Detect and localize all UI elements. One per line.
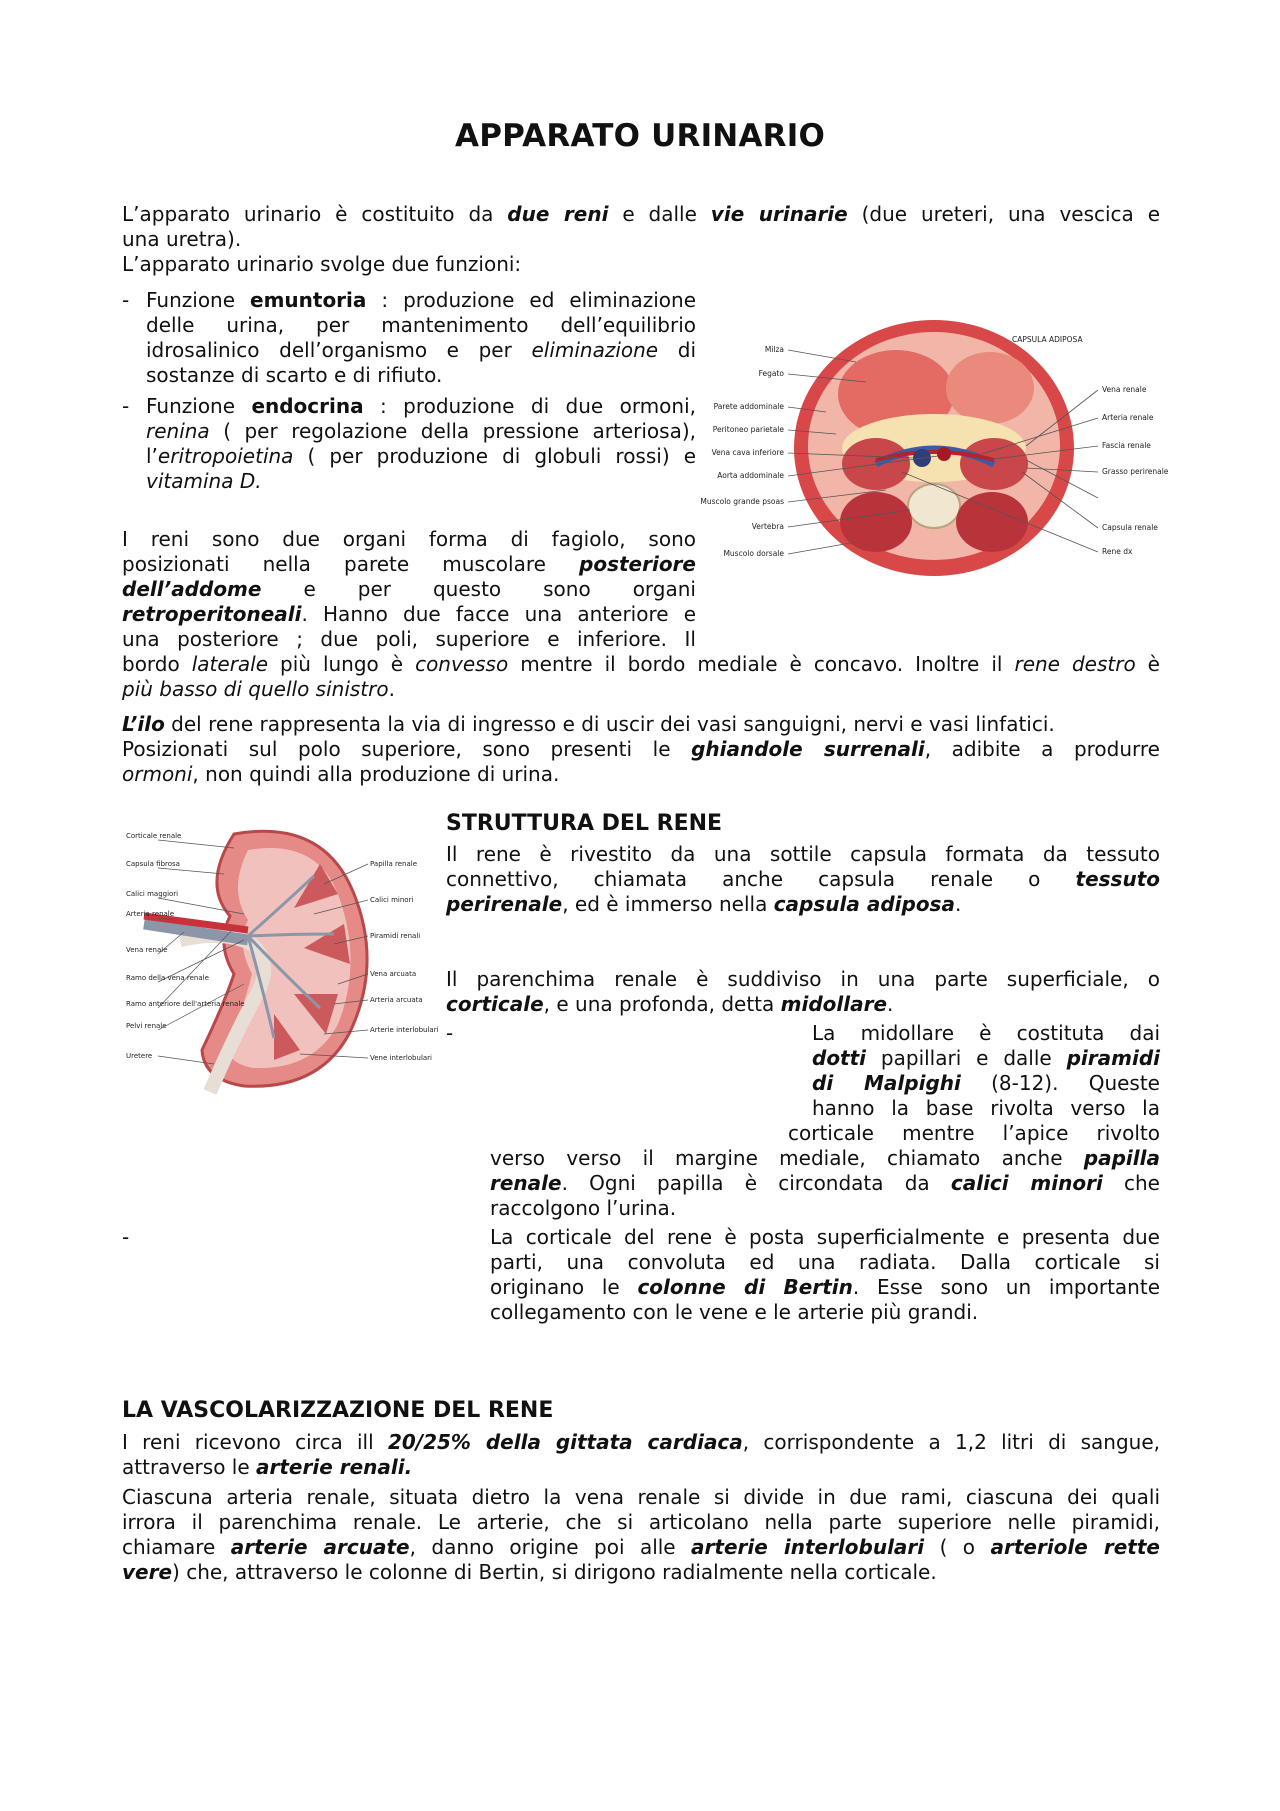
label-corticale-renale: Corticale renale: [126, 832, 182, 840]
label-arteria-renale: Arteria renale: [126, 910, 175, 918]
abdominal-cross-section-figure: [700, 322, 1169, 608]
label-arterie-interlobulari: Arterie interlobulari: [370, 1026, 439, 1034]
function-emuntoria: Funzione emuntoria : produzione ed eliminazione delle urina, per mantenimento dell’equilibrio idrosalinico dell’organismo e per eliminazione di sostanze di scarto e di rifiuto.: [146, 288, 697, 387]
label-papilla-renale: Papilla renale: [370, 860, 417, 868]
bullet-dash: -: [122, 288, 130, 312]
spleen-shape: [946, 352, 1034, 424]
corticale-block: La corticale del rene è posta superficialmente e presenta due parti, una convoluta ed una radiata. Dalla corticale si originano le colonne di Bertin. Esse sono un importante collegamento con le vene e le arterie più grandi.: [490, 1225, 1160, 1324]
label-fascia-renale: Fascia renale: [1102, 441, 1151, 450]
struttura-paragraph-2: Il parenchima renale è suddiviso in una parte superficiale, o corticale, e una profonda, detta midollare.: [446, 967, 1160, 1016]
label-muscolo-dorsale: Muscolo dorsale: [723, 549, 784, 558]
label-rene-dx: Rene dx: [1102, 547, 1133, 556]
label-vena-renale: Vena renale: [1102, 385, 1147, 394]
section-heading-vascolarizzazione: LA VASCOLARIZZAZIONE DEL RENE: [122, 1398, 554, 1423]
reni-paragraph-bottom: bordo laterale più lungo è convesso mentre il bordo mediale è concavo. Inoltre il rene destro è più basso di quello sinistro.: [122, 652, 1160, 701]
label-aorta: Aorta addominale: [717, 471, 784, 480]
label-calici-minori: Calici minori: [370, 896, 414, 904]
intro-line-3: L’apparato urinario svolge due funzioni:: [122, 252, 522, 276]
midollare-block-wide: verso verso il margine mediale, chiamato anche papilla renale. Ogni papilla è circondata da calici minori che raccolgono l’urina.: [490, 1146, 1160, 1220]
label-uretere: Uretere: [126, 1052, 153, 1060]
vertebra: [908, 484, 960, 528]
label-ramo-arteria: Ramo anteriore dell'arteria renale: [126, 1000, 245, 1008]
label-peritoneo: Peritoneo parietale: [712, 425, 784, 434]
struttura-paragraph-1: Il rene è rivestito da una sottile capsula formata da tessuto connettivo, chiamata anche capsula renale o tessuto perirenale, ed è immerso nella capsula adiposa.: [446, 842, 1160, 916]
ilo-paragraph: L’ilo del rene rappresenta la via di ingresso e di uscir dei vasi sanguigni, nervi e vasi linfatici. Posizionati sul polo superiore, sono presenti le ghiandole surrenali, adibite a produrre ormoni, non quindi alla produzione di urina.: [122, 712, 1160, 786]
label-vena-renale: Vena renale: [126, 946, 168, 954]
section-heading-struttura: STRUTTURA DEL RENE: [446, 811, 723, 836]
label-arteria-arcuata: Arteria arcuata: [370, 996, 423, 1004]
label-capsula-renale: Capsula renale: [1102, 523, 1158, 532]
dorsal-muscle-right: [956, 492, 1028, 552]
label-fegato: Fegato: [758, 369, 784, 378]
label-piramidi-renali: Piramidi renali: [370, 932, 421, 940]
intro-line-2: una uretra).: [122, 227, 242, 251]
label-psoas: Muscolo grande psoas: [700, 497, 784, 506]
label-calici-maggiori: Calici maggiori: [126, 890, 179, 898]
page-title: APPARATO URINARIO: [455, 118, 825, 154]
vasc-paragraph-1: I reni ricevono circa ill 20/25% della gittata cardiaca, corrispondente a 1,2 litri di sangue, attraverso le arterie renali.: [122, 1430, 1161, 1479]
midollare-block-narrow: La midollare è costituta dai dotti papillari e dalle piramidi di Malpighi (8-12). Queste hanno la base rivolta verso la: [812, 1021, 1160, 1120]
aorta: [937, 447, 951, 461]
label-vena-cava: Vena cava inferiore: [711, 448, 784, 457]
label-vene-interlobulari: Vene interlobulari: [370, 1054, 432, 1062]
label-capsula-adiposa: CAPSULA ADIPOSA: [1012, 335, 1083, 344]
function-endocrina: Funzione endocrina : produzione di due ormoni, renina ( per regolazione della pressione arteriosa), l’eritropoietina ( per produzione di globuli rossi) e vitamina D.: [146, 394, 697, 493]
reni-paragraph-top: I reni sono due organi forma di fagiolo, sono posizionati nella parete muscolare posteriore dell’addome e per questo sono organi retroperitoneali. Hanno due facce una anteriore e una posteriore ; due poli, superiore e inferiore. Il: [122, 527, 696, 651]
intro-line-1: L’apparato urinario è costituito da due reni e dalle vie urinarie (due ureteri, una vescica e: [122, 202, 1161, 226]
midollare-block-mid: corticale mentre l’apice rivolto: [788, 1121, 1160, 1145]
label-arteria-renale: Arteria renale: [1102, 413, 1154, 422]
label-pelvi-renale: Pelvi renale: [126, 1022, 167, 1030]
label-capsula-fibrosa: Capsula fibrosa: [126, 860, 180, 868]
label-grasso-perirenale: Grasso perirenale: [1102, 467, 1169, 476]
label-parete-addominale: Parete addominale: [713, 402, 784, 411]
bullet-dash-midollare: -: [446, 1021, 454, 1045]
intro-paragraph: [122, 202, 1160, 277]
vasc-paragraph-2: Ciascuna arteria renale, situata dietro la vena renale si divide in due rami, ciascuna dei quali irrora il parenchima renale. Le arterie, che si articolano nella parte superiore nelle piramidi, chiamare arterie arcuate, danno origine poi alle arterie interlobulari ( o arteriole rette vere) che, attraverso le colonne di Bertin, si dirigono radialmente nella corticale.: [122, 1485, 1160, 1584]
label-vertebra: Vertebra: [751, 522, 784, 531]
bullet-dash: -: [122, 394, 130, 418]
label-ramo-vena: Ramo della vena renale: [126, 974, 209, 982]
kidney-section-figure: [124, 824, 439, 1094]
label-milza: Milza: [764, 345, 784, 354]
label-vena-arcuata: Vena arcuata: [370, 970, 417, 978]
bullet-dash-corticale: -: [122, 1225, 130, 1249]
